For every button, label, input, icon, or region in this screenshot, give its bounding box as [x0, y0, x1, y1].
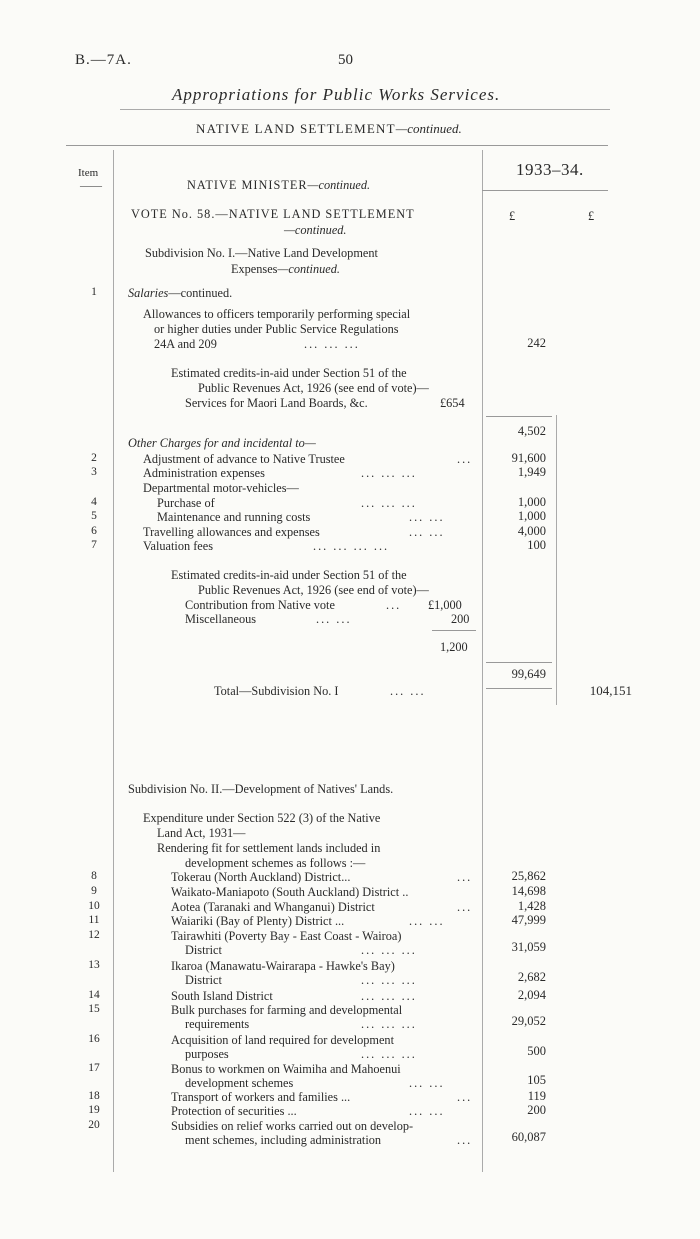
item-number: 4: [91, 496, 97, 508]
item-number: 15: [88, 1003, 100, 1015]
subtotal-rule: [486, 416, 552, 417]
item-number: 5: [91, 510, 97, 522]
section-subtitle: [196, 121, 462, 137]
allowances-line-3: 24A and 209: [154, 337, 217, 351]
rendering-line-2: development schemes as follows :—: [185, 856, 366, 870]
charge-label: Purchase of: [157, 496, 215, 510]
total-column-divider: [556, 415, 557, 705]
salaries-heading: Salaries—continued.: [128, 286, 233, 300]
development-label-cont: ment schemes, including administration: [185, 1133, 382, 1147]
development-amount: 2,682: [517, 970, 546, 984]
item-number: 7: [91, 539, 97, 551]
item-number: 19: [88, 1104, 100, 1116]
development-amount: 105: [527, 1073, 546, 1087]
estimated-credits-line-1: Estimated credits-in-aid under Section 51 of the: [171, 366, 407, 380]
leader-dots: ... ... ...: [361, 943, 417, 957]
item-number: 20: [88, 1119, 100, 1131]
leader-dots: ... ...: [409, 1104, 445, 1118]
development-label-cont: requirements: [185, 1017, 250, 1031]
leader-dots: ...: [457, 1133, 473, 1147]
development-amount: 1,428: [517, 899, 546, 913]
leader-dots: ...: [457, 870, 473, 884]
charge-amount: 91,600: [511, 451, 546, 465]
leader-dots: ... ... ...: [361, 1017, 417, 1031]
development-label: Bonus to workmen on Waimiha and Mahoenui: [171, 1062, 401, 1076]
vote-continued: —continued.: [284, 223, 347, 237]
development-amount: 14,698: [511, 884, 546, 898]
subtitle-continued: —continued.: [395, 121, 462, 136]
miscellaneous-label: Miscellaneous: [185, 612, 257, 626]
charge-label: Valuation fees: [143, 539, 213, 553]
subdivision-2-heading: Subdivision No. II.—Development of Natives' Lands.: [128, 782, 394, 796]
item-number: 9: [91, 885, 97, 897]
development-label: Ikaroa (Manawatu-Wairarapa - Hawke's Bay): [171, 959, 395, 973]
development-label: Tairawhiti (Poverty Bay - East Coast - Wairoa): [171, 929, 402, 943]
other-credits-line-2: Public Revenues Act, 1926 (see end of vote)—: [198, 583, 429, 597]
leader-dots: ... ...: [409, 914, 445, 928]
development-label-cont: District: [185, 973, 222, 987]
development-amount: 2,094: [517, 988, 546, 1002]
item-number: 3: [91, 466, 97, 478]
leader-dots: ... ... ...: [361, 989, 417, 1003]
item-number: 12: [88, 929, 100, 941]
development-amount: 47,999: [511, 913, 546, 927]
contribution-amount: £1,000: [428, 598, 462, 612]
leader-dots: ... ...: [390, 684, 426, 698]
table-top-rule: [66, 145, 608, 146]
charge-label: Adjustment of advance to Native Trustee: [143, 452, 345, 466]
charge-label: Administration expenses: [143, 466, 265, 480]
item-number: 16: [88, 1033, 100, 1045]
miscellaneous-amount: 200: [451, 612, 470, 626]
year-header: 1933–34.: [516, 160, 584, 179]
item-number: 1: [91, 286, 97, 298]
item-header-dash: ——: [80, 180, 102, 192]
expenditure-line-2: Land Act, 1931—: [157, 826, 246, 840]
charge-amount: 1,949: [517, 465, 546, 479]
pound-sign-col1: £: [509, 209, 516, 223]
charge-label: Departmental motor-vehicles—: [143, 481, 299, 495]
charge-amount: 4,000: [517, 524, 546, 538]
estimated-credits-line-3: Services for Maori Land Boards, &c.: [185, 396, 368, 410]
pound-sign-col2: £: [588, 209, 595, 223]
development-amount: 25,862: [511, 869, 546, 883]
document-reference: B.—7A.: [75, 52, 132, 68]
development-label: Acquisition of land required for development: [171, 1033, 394, 1047]
subtotal-rule: [486, 662, 552, 663]
total-subdivision-1-amount: 104,151: [589, 683, 632, 698]
allowances-line-1: Allowances to officers temporarily performing special: [143, 307, 411, 321]
vote-heading: VOTE No. 58.—NATIVE LAND SETTLEMENT: [131, 207, 415, 221]
subtitle-main: NATIVE LAND SETTLEMENT: [196, 121, 396, 136]
development-amount: 200: [527, 1103, 546, 1117]
leader-dots: ... ... ...: [361, 973, 417, 987]
development-label-cont: development schemes: [185, 1076, 294, 1090]
development-label: South Island District: [171, 989, 273, 1003]
item-number: 14: [88, 989, 100, 1001]
item-number: 2: [91, 452, 97, 464]
subdivision-1-heading: Subdivision No. I.—Native Land Development: [145, 246, 378, 260]
other-credits-line-1: Estimated credits-in-aid under Section 51 of the: [171, 568, 407, 582]
expenditure-line-1: Expenditure under Section 522 (3) of the Native: [143, 811, 381, 825]
leader-dots: ...: [457, 900, 473, 914]
leader-dots: ... ...: [409, 525, 445, 539]
item-number: 13: [88, 959, 100, 971]
salaries-subtotal: 4,502: [517, 424, 546, 438]
page-title: Appropriations for Public Works Services.: [172, 85, 501, 104]
subdivision-1-heading-cont: Expenses—continued.: [231, 262, 340, 276]
development-label: Protection of securities ...: [171, 1104, 297, 1118]
other-charges-heading: Other Charges for and incidental to—: [128, 436, 316, 450]
item-number: 18: [88, 1090, 100, 1102]
charge-amount: 1,000: [517, 495, 546, 509]
charge-amount: 1,000: [517, 509, 546, 523]
development-amount: 119: [527, 1089, 546, 1103]
development-label: Transport of workers and families ...: [171, 1090, 351, 1104]
development-label: Waiariki (Bay of Plenty) District ...: [171, 914, 345, 928]
leader-dots: ... ...: [409, 1076, 445, 1090]
development-label: Aotea (Taranaki and Whanganui) District: [171, 900, 375, 914]
leader-dots: ... ... ...: [304, 337, 360, 351]
estimated-credits-amount: £654: [440, 396, 465, 410]
page-number: 50: [338, 52, 353, 68]
development-label: Tokerau (North Auckland) District...: [171, 870, 351, 884]
leader-dots: ... ... ...: [361, 496, 417, 510]
allowances-line-2: or higher duties under Public Service Regulations: [154, 322, 399, 336]
credits-total: 1,200: [440, 640, 468, 654]
credits-rule: [432, 630, 476, 631]
development-label-cont: District: [185, 943, 222, 957]
rendering-line-1: Rendering fit for settlement lands included in: [157, 841, 381, 855]
charge-label: Travelling allowances and expenses: [143, 525, 320, 539]
development-label: Bulk purchases for farming and developmental: [171, 1003, 403, 1017]
development-amount: 31,059: [511, 940, 546, 954]
leader-dots: ... ...: [316, 612, 352, 626]
development-amount: 500: [527, 1044, 546, 1058]
contribution-label: Contribution from Native vote: [185, 598, 335, 612]
item-number: 17: [88, 1062, 100, 1074]
leader-dots: ... ...: [409, 510, 445, 524]
development-label-cont: purposes: [185, 1047, 229, 1061]
leader-dots: ... ... ...: [361, 1047, 417, 1061]
minister-heading: NATIVE MINISTER—continued.: [187, 178, 371, 192]
item-number: 6: [91, 525, 97, 537]
item-column-divider: [113, 150, 114, 1172]
item-number: 10: [88, 900, 100, 912]
other-charges-subtotal: 99,649: [511, 667, 546, 681]
charge-amount: 100: [527, 538, 546, 552]
development-label: Subsidies on relief works carried out on develop-: [171, 1119, 414, 1133]
title-rule: [120, 109, 610, 110]
charge-label: Maintenance and running costs: [157, 510, 311, 524]
leader-dots: ...: [386, 598, 402, 612]
development-amount: 60,087: [511, 1130, 546, 1144]
item-number: 8: [91, 870, 97, 882]
leader-dots: ... ... ...: [361, 466, 417, 480]
leader-dots: ...: [457, 1090, 473, 1104]
development-label: Waikato-Maniapoto (South Auckland) District ..: [171, 885, 409, 899]
amount-allowances: 242: [527, 336, 546, 350]
item-column-header: Item: [78, 167, 99, 179]
year-rule: [482, 190, 608, 191]
leader-dots: ...: [457, 452, 473, 466]
development-amount: 29,052: [511, 1014, 546, 1028]
item-number: 11: [88, 914, 100, 926]
total-subdivision-1-label: Total—Subdivision No. I: [214, 684, 339, 698]
leader-dots: ... ... ... ...: [313, 539, 390, 553]
estimated-credits-line-2: Public Revenues Act, 1926 (see end of vote)—: [198, 381, 429, 395]
subtotal-rule: [486, 688, 552, 689]
